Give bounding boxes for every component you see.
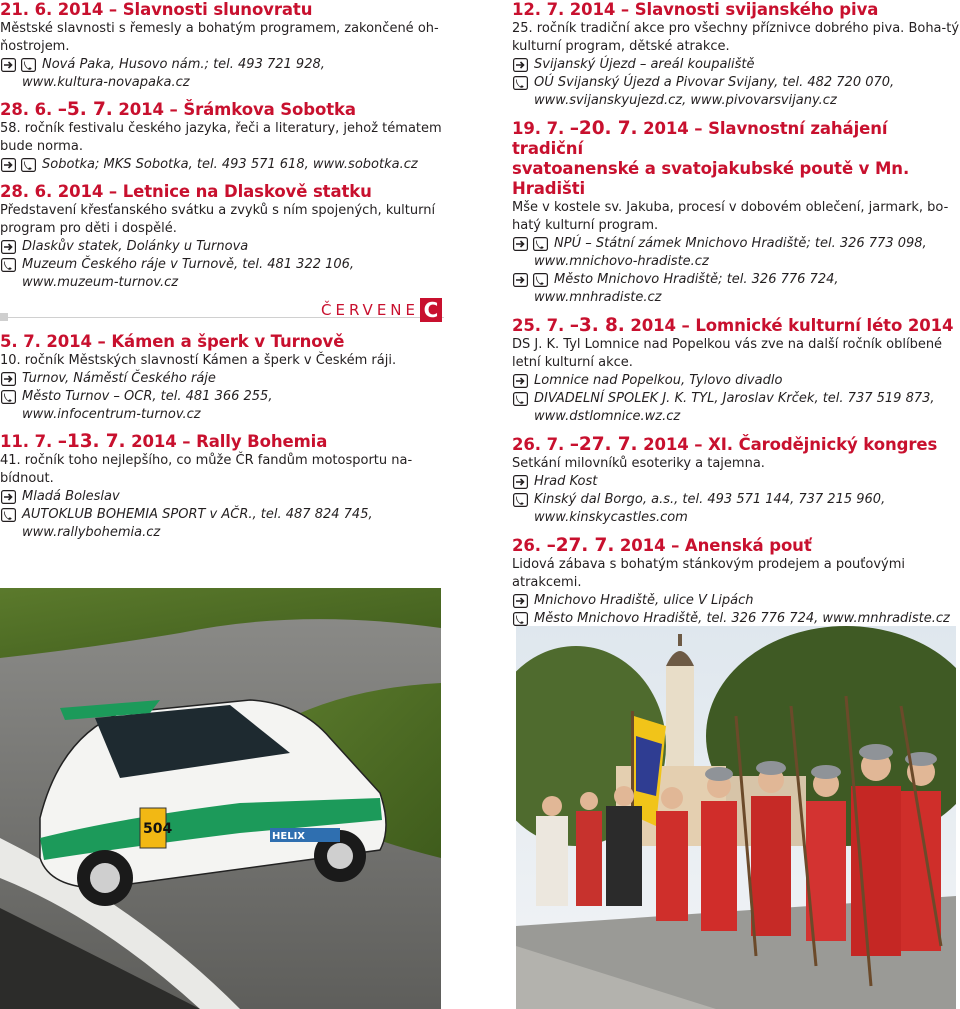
event-carodejnicky-kongres	[512, 435, 960, 527]
event-date-year: 2014 –	[643, 119, 703, 138]
web-link[interactable]: www.svijanskyujezd.cz, www.pivovarsvijany.cz	[534, 93, 837, 108]
event-place: Turnov, Náměstí Českého ráje	[0, 370, 444, 388]
arrow-right-icon	[1, 58, 16, 72]
event-date: 28. 6. 2014 –	[0, 182, 118, 201]
arrow-right-icon	[1, 372, 16, 386]
section-divider	[0, 296, 444, 326]
event-place: Svijanský Újezd – areál koupaliště	[512, 56, 960, 74]
phone-icon	[513, 612, 528, 626]
procession-photo	[516, 626, 956, 1009]
web-link[interactable]: www.kinskycastles.com	[534, 510, 688, 525]
arrow-right-icon	[1, 490, 16, 504]
event-date-year: 2014 –	[131, 432, 191, 451]
event-title	[512, 119, 960, 159]
svg-text:504: 504	[143, 821, 173, 837]
event-contact: Kinský dal Borgo, a.s., tel. 493 571 144, 737 215 960,	[512, 491, 960, 509]
event-contact: Město Turnov – OCR, tel. 481 366 255,	[0, 388, 444, 406]
web-link[interactable]: www.infocentrum-turnov.cz	[22, 407, 201, 422]
event-place: Lomnice nad Popelkou, Tylovo divadlo	[512, 372, 960, 390]
event-date-start: 28. 6.	[0, 100, 53, 119]
event-contact: OÚ Svijanský Újezd a Pivovar Svijany, tel. 482 720 070,	[512, 74, 960, 92]
svg-text:HELIX: HELIX	[272, 831, 306, 842]
event-date: 12. 7. 2014 –	[512, 0, 630, 19]
event-place: Mnichovo Hradiště, ulice V Lipách	[512, 592, 960, 610]
web-link[interactable]: www.dstlomnice.wz.cz	[534, 409, 681, 424]
event-svijanske-pivo	[512, 0, 960, 110]
event-date-start: 25. 7.	[512, 316, 565, 335]
event-name: Letnice na Dlaskově statku	[122, 182, 372, 201]
place-contact-text: Nová Paka, Husovo nám.; tel. 493 721 928,	[42, 57, 325, 72]
phone-icon	[513, 76, 528, 90]
right-column	[512, 0, 960, 638]
web-link[interactable]: www.rallybohemia.cz	[22, 525, 161, 540]
event-description: 10. ročník Městských slavností Kámen a šperk v Českém ráji.	[0, 353, 397, 368]
event-title	[0, 432, 444, 452]
event-date: 5. 7. 2014 –	[0, 332, 106, 351]
event-date-start: 26.	[512, 536, 541, 555]
event-place: Hrad Kost	[512, 473, 960, 491]
event-description: Městské slavnosti s řemesly a bohatým programem, zakončené oh-ňostrojem.	[0, 21, 439, 54]
event-date-start: 26. 7.	[512, 435, 565, 454]
phone-icon	[533, 273, 548, 287]
event-description: DS J. K. Tyl Lomnice nad Popelkou vás zve na další ročník oblíbené letní kulturní akce.	[512, 337, 943, 370]
event-contact: Muzeum Českého ráje v Turnově, tel. 481 322 106,	[0, 256, 444, 274]
event-description: Představení křesťanského svátku a zvyků s ním spojených, kulturní program pro děti i dospělé.	[0, 203, 436, 236]
phone-icon	[533, 237, 548, 251]
event-name: Slavnosti slunovratu	[122, 0, 313, 19]
event-place-contact: NPÚ – Státní zámek Mnichovo Hradiště; tel. 326 773 098,	[512, 235, 960, 253]
event-contact: DIVADELNÍ SPOLEK J. K. TYL, Jaroslav Krček, tel. 737 519 873,	[512, 390, 960, 408]
arrow-right-icon	[1, 240, 16, 254]
event-title	[512, 435, 960, 455]
arrow-right-icon	[513, 374, 528, 388]
rally-car-photo	[0, 588, 441, 1009]
event-contact: AUTOKLUB BOHEMIA SPORT v AČR., tel. 487 824 745,	[0, 506, 444, 524]
event-name: Šrámkova Sobotka	[183, 100, 356, 119]
event-date: 21. 6. 2014 –	[0, 0, 118, 19]
divider-square	[0, 313, 8, 321]
event-description: Mše v kostele sv. Jakuba, procesí v dobovém oblečení, jarmark, bo-hatý kulturní program.	[512, 200, 949, 233]
event-description: Lidová zábava s bohatým stánkovým prodejem a pouťovými atrakcemi.	[512, 557, 906, 590]
event-date-start: 11. 7.	[0, 432, 53, 451]
arrow-right-icon	[513, 273, 528, 287]
event-slunovrat	[0, 0, 444, 92]
event-name: Kámen a šperk v Turnově	[111, 332, 345, 351]
event-description: Setkání milovníků esoteriky a tajemna.	[512, 456, 765, 471]
arrow-right-icon	[513, 58, 528, 72]
left-column	[0, 0, 444, 552]
web-link[interactable]: www.kultura-novapaka.cz	[22, 75, 190, 90]
phone-icon	[21, 58, 36, 72]
web-link[interactable]: www.muzeum-turnov.cz	[22, 275, 179, 290]
event-date-start: 19. 7.	[512, 119, 565, 138]
event-date-year: 2014 –	[630, 316, 690, 335]
event-contact: Město Mnichovo Hradiště, tel. 326 776 724, www.mnhradiste.cz	[512, 610, 960, 628]
brand-letter: C	[420, 298, 442, 322]
event-place: Mladá Boleslav	[0, 488, 444, 506]
event-anenska-jakubska-pout	[512, 119, 960, 307]
event-title	[0, 182, 444, 202]
event-letnice	[0, 182, 444, 292]
event-date-end: –13. 7.	[57, 431, 126, 452]
event-title	[512, 0, 960, 20]
event-title	[0, 0, 444, 20]
event-date-end: –27. 7.	[569, 434, 638, 455]
phone-icon	[1, 390, 16, 404]
event-description: 25. ročník tradiční akce pro všechny příznivce dobrého piva. Boha-tý kulturní program, dětské atrakce.	[512, 21, 960, 54]
event-name: Slavnostní zahájení tradiční	[512, 119, 888, 158]
event-name: XI. Čarodějnický kongres	[708, 435, 938, 454]
event-name: Anenská pouť	[684, 536, 812, 555]
event-name-cont: svatoanenské a svatojakubské poutě v Mn. Hradišti	[512, 159, 910, 198]
event-sramkova-sobotka	[0, 100, 444, 174]
event-title	[0, 100, 444, 120]
brand-logo	[321, 298, 442, 322]
event-place-contact	[0, 156, 444, 174]
event-kamen-sperk	[0, 332, 444, 424]
event-date-end: –3. 8.	[569, 315, 625, 336]
phone-icon	[1, 508, 16, 522]
phone-icon	[1, 258, 16, 272]
arrow-right-icon	[1, 158, 16, 172]
event-date-end: –20. 7.	[569, 118, 638, 139]
event-date-end: –5. 7.	[57, 99, 113, 120]
event-lomnicke-leto	[512, 316, 960, 426]
event-date-year: 2014 –	[619, 536, 680, 555]
event-title	[512, 316, 960, 336]
event-rally-bohemia	[0, 432, 444, 542]
arrow-right-icon	[513, 475, 528, 489]
event-name: Lomnické kulturní léto 2014	[695, 316, 954, 335]
web-link[interactable]: www.mnhradiste.cz	[534, 290, 662, 305]
brand-text: ČERVENE	[321, 301, 419, 319]
web-link[interactable]: www.mnichovo-hradiste.cz	[534, 254, 709, 269]
event-name: Slavnosti svijanského piva	[634, 0, 879, 19]
event-anenska-pout	[512, 536, 960, 628]
event-place-contact: Město Mnichovo Hradiště; tel. 326 776 724,	[512, 271, 960, 289]
event-place-contact	[0, 56, 444, 74]
place-contact-text: Sobotka; MKS Sobotka, tel. 493 571 618, www.sobotka.cz	[42, 157, 418, 172]
event-description: 58. ročník festivalu českého jazyka, řeči a literatury, jehož tématem bude norma.	[0, 121, 442, 154]
event-date-end: –27. 7.	[546, 535, 615, 556]
arrow-right-icon	[513, 237, 528, 251]
event-date-year: 2014 –	[643, 435, 703, 454]
event-name: Rally Bohemia	[196, 432, 328, 451]
phone-icon	[513, 493, 528, 507]
event-date-year: 2014 –	[118, 100, 178, 119]
event-title	[512, 536, 960, 556]
event-description: 41. ročník toho nejlepšího, co může ČR fandům motosportu na-bídnout.	[0, 453, 413, 486]
phone-icon	[21, 158, 36, 172]
event-title	[0, 332, 444, 352]
phone-icon	[513, 392, 528, 406]
arrow-right-icon	[513, 594, 528, 608]
event-place: Dlaskův statek, Dolánky u Turnova	[0, 238, 444, 256]
